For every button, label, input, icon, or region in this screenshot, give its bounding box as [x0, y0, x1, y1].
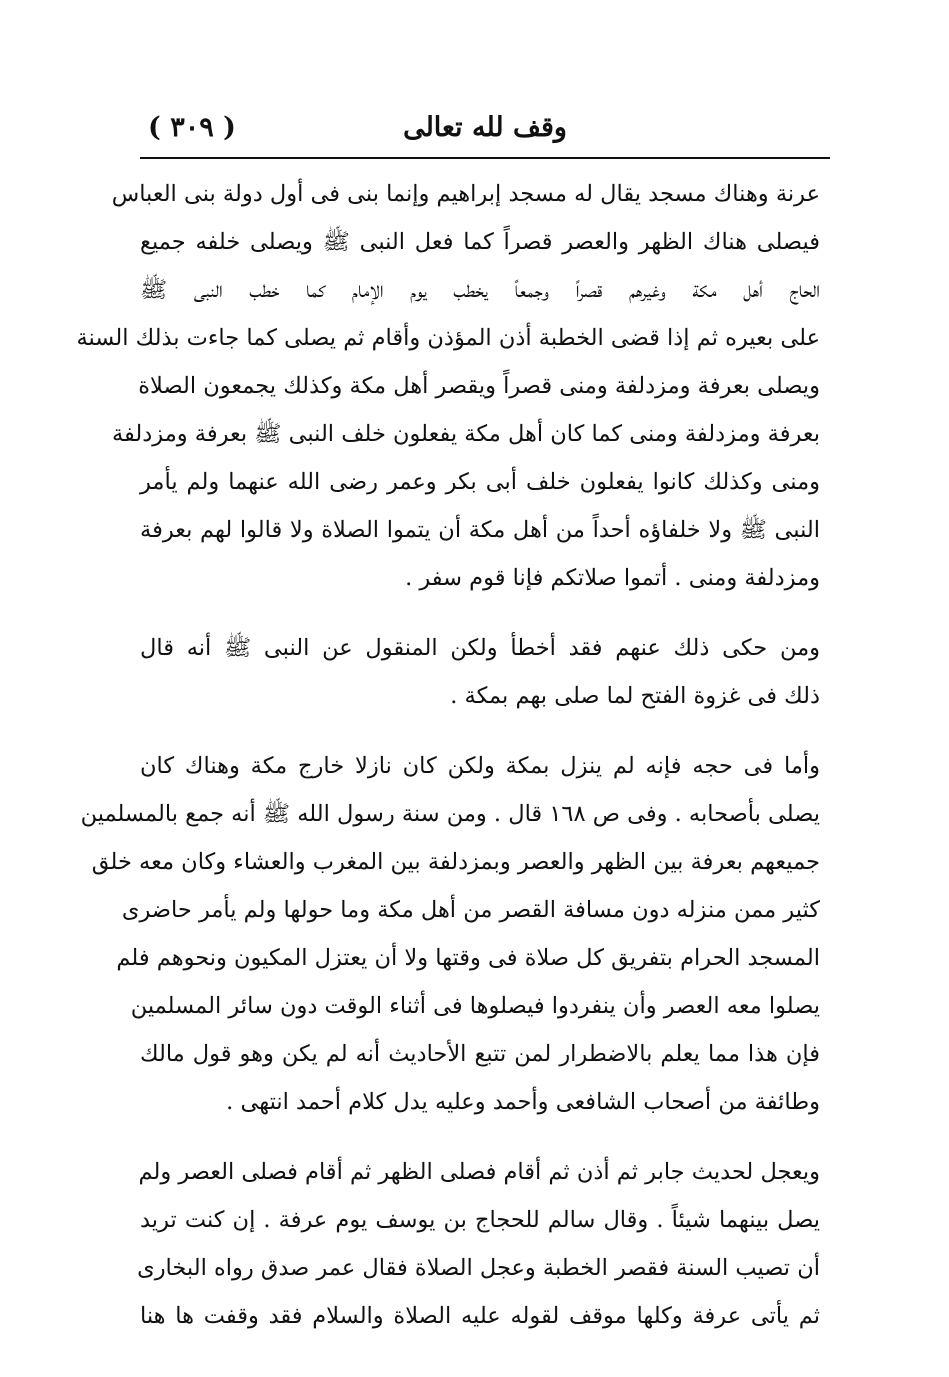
text-line: يصلى بأصحابه . وفى ص ١٦٨ قال . ومن سنة رسول الله ﷺ أنه جمع بالمسلمين [80, 801, 820, 827]
text-line: ويعجل لحديث جابر ثم أذن ثم أقام فصلى الظهر ثم أقام فصلى العصر ولم [138, 1159, 820, 1185]
paragraph-gap [140, 1126, 820, 1148]
page-number: ( ٣٠٩ ) [148, 112, 236, 143]
text-line: كثير ممن منزله دون مسافة القصر من أهل مكة وما حولها ولم يأمر حاضرى [121, 897, 820, 923]
text-line: أن تصيب السنة فقصر الخطبة وعجل الصلاة فقال عمر صدق رواه البخارى [137, 1255, 820, 1281]
paragraph-2 [140, 624, 820, 720]
body-text [76, 170, 820, 1340]
running-title: وقف لله تعالى [403, 112, 567, 143]
text-line: فيصلى هناك الظهر والعصر قصراً كما فعل النبى ﷺ ويصلى خلفه جميع [140, 229, 820, 255]
text-line: فإن هذا مما يعلم بالاضطرار لمن تتبع الأحاديث أنه لم يكن وهو قول مالك [140, 1041, 820, 1067]
text-line: يصلوا معه العصر وأن ينفردوا فيصلوها فى أثناء الوقت دون سائر المسلمين [130, 993, 820, 1019]
header-rule [140, 157, 830, 159]
paragraph-3 [80, 742, 820, 1126]
text-line: على بعيره ثم إذا قضى الخطبة أذن المؤذن وأقام ثم يصلى كما جاءت بذلك السنة [76, 325, 820, 351]
text-line: ومنى وكذلك كانوا يفعلون خلف أبى بكر وعمر رضى الله عنهما ولم يأمر [140, 469, 820, 495]
text-line: ومزدلفة ومنى . أتموا صلاتكم فإنا قوم سفر . [405, 565, 820, 591]
text-line: جميعهم بعرفة بين الظهر والعصر وبمزدلفة بين المغرب والعشاء وكان معه خلق [91, 849, 820, 875]
paragraph-gap [140, 602, 820, 624]
text-line: ومن حكى ذلك عنهم فقد أخطأ ولكن المنقول عن النبى ﷺ أنه قال [140, 635, 820, 661]
text-line: الحاج أهل مكة وغيرهم قصراً وجمعاً يخطب يوم الإمام كما خطب النبى ﷺ [140, 277, 820, 303]
text-line: النبى ﷺ ولا خلفاؤه أحداً من أهل مكة أن يتموا الصلاة ولا قالوا لهم بعرفة [140, 517, 820, 543]
page-header [140, 110, 830, 150]
paragraph-4 [137, 1148, 820, 1340]
text-line: ثم يأتى عرفة وكلها موقف لقوله عليه الصلاة والسلام فقد وقفت ها هنا [140, 1303, 820, 1329]
text-line: المسجد الحرام بتفريق كل صلاة فى وقتها ولا أن يعتزل المكيون ونحوهم فلم [116, 945, 820, 971]
text-line: ويصلى بعرفة ومزدلفة ومنى قصراً ويقصر أهل مكة وكذلك يجمعون الصلاة [138, 373, 820, 399]
paragraph-1 [76, 170, 820, 602]
paragraph-gap [140, 720, 820, 742]
text-line: ذلك فى غزوة الفتح لما صلى بهم بمكة . [450, 683, 820, 709]
text-line: عرنة وهناك مسجد يقال له مسجد إبراهيم وإنما بنى فى أول دولة بنى العباس [111, 181, 820, 207]
text-line: وطائفة من أصحاب الشافعى وأحمد وعليه يدل كلام أحمد انتهى . [226, 1089, 820, 1115]
text-line: بعرفة ومزدلفة ومنى كما كان أهل مكة يفعلون خلف النبى ﷺ بعرفة ومزدلفة [111, 421, 820, 447]
text-line: يصل بينهما شيئاً . وقال سالم للحجاج بن يوسف يوم عرفة . إن كنت تريد [140, 1207, 820, 1233]
text-line: وأما فى حجه فإنه لم ينزل بمكة ولكن كان نازلا خارج مكة وهناك كان [140, 753, 820, 779]
